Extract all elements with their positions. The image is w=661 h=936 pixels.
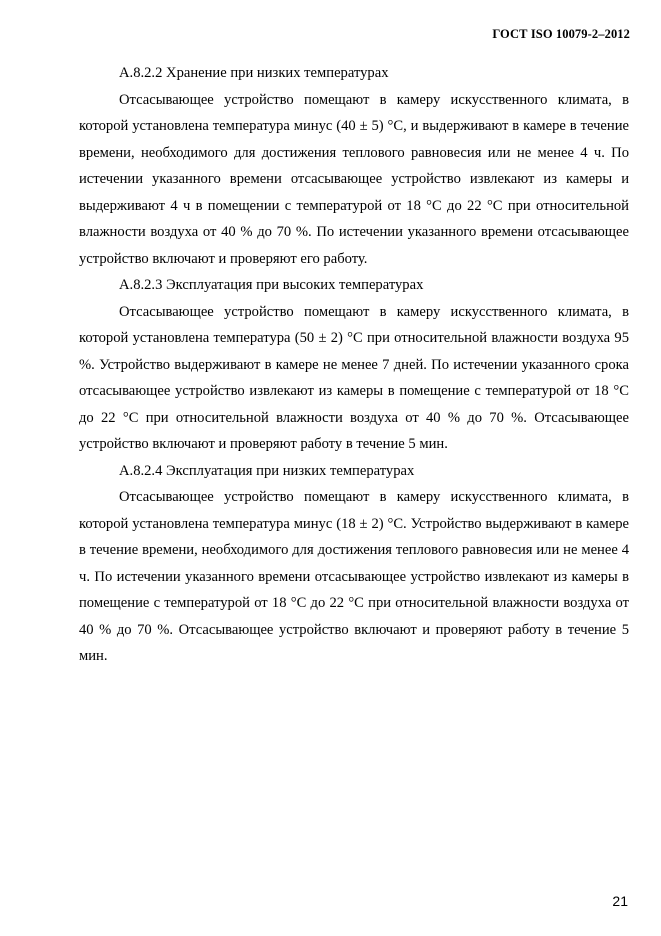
- section-heading-a823: А.8.2.3 Эксплуатация при высоких температурах: [119, 277, 424, 293]
- section-text-a823: Отсасывающее устройство помещают в камеру искусственного климата, в которой установлена температура (50 ± 2) °С при относительной влажности воздуха 95 %. Устройство выдерживают в камере не менее 7 дней. По истечении указанного срока отсасывающее устройство извлекают из камеры в помещение с температурой от 18 °С до 22 °С при относительной влажности воздуха от 40 % до 70 %. Отсасывающее устройство включают и проверяют работу в течение 5 мин.: [79, 303, 629, 452]
- page-number: 21: [612, 893, 628, 909]
- section-heading-a822: А.8.2.2 Хранение при низких температурах: [119, 65, 389, 81]
- section-text-a822: Отсасывающее устройство помещают в камеру искусственного климата, в которой установлена температура минус (40 ± 5) °С, и выдерживают в камере в течение времени, необходимого для достижения теплового равновесия или не менее 4 ч. По истечении указанного времени отсасывающее устройство извлекают из камеры и выдерживают 4 ч в помещении с температурой от 18 °С до 22 °С при относительной влажности воздуха от 40 % до 70 %. По истечении указанного времени отсасывающее устройство включают и проверяют его работу.: [79, 91, 629, 267]
- document-header: ГОСТ ISO 10079-2–2012: [492, 27, 630, 41]
- section-text-a824: Отсасывающее устройство помещают в камеру искусственного климата, в которой установлена температура минус (18 ± 2) °С. Устройство выдерживают в камере в течение времени, необходимого для достижения теплового равновесия или не менее 4 ч. По истечении указанного времени отсасывающее устройство извлекают из камеры в помещение с температурой от 18 °С до 22 °С при относительной влажности воздуха от 40 % до 70 %. Отсасывающее устройство включают и проверяют работу в течение 5 мин.: [79, 489, 629, 664]
- document-body: [79, 60, 629, 670]
- section-heading-a824: А.8.2.4 Эксплуатация при низких температурах: [119, 462, 415, 479]
